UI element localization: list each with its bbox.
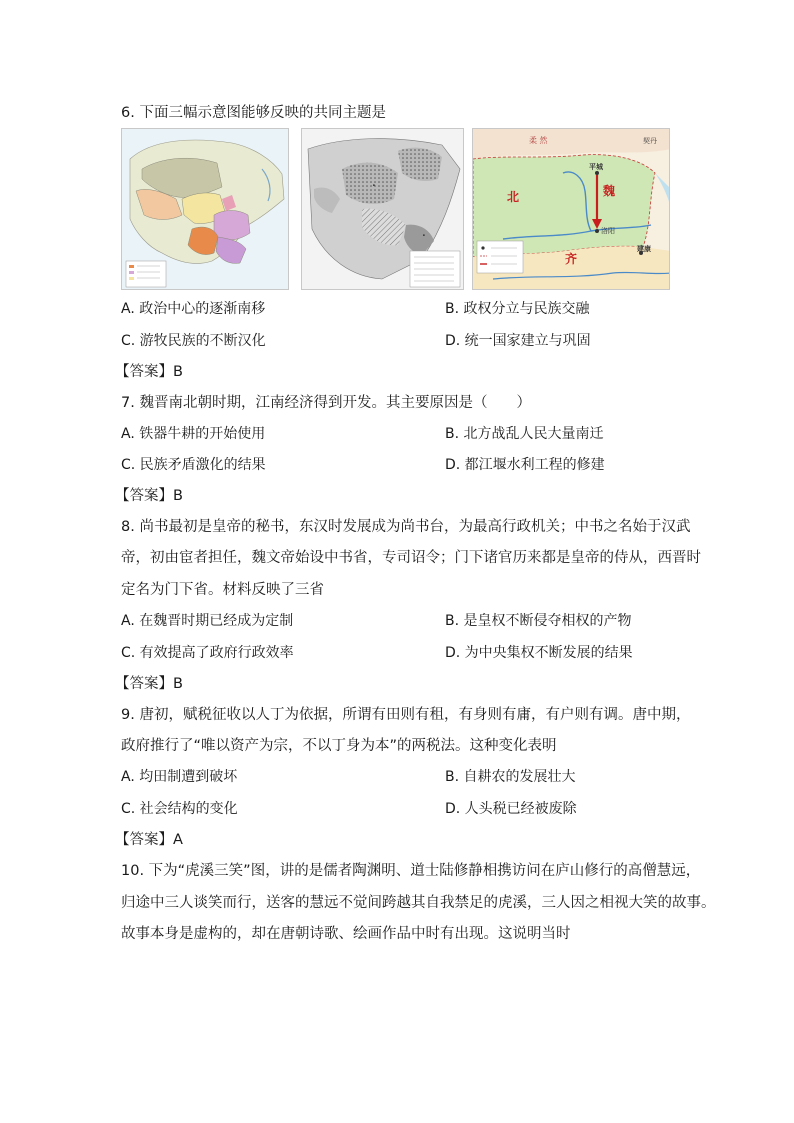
q7-option-c[interactable]: C. 民族矛盾激化的结果: [121, 457, 266, 473]
q9-option-c[interactable]: C. 社会结构的变化: [121, 801, 238, 817]
q9-option-d[interactable]: D. 人头税已经被废除: [445, 801, 577, 817]
q7-option-b[interactable]: B. 北方战乱人民大量南迁: [445, 426, 604, 442]
q8-option-a[interactable]: A. 在魏晋时期已经成为定制: [121, 613, 294, 629]
q8-stem-line-1: 8. 尚书最初是皇帝的秘书，东汉时发展成为尚书台，为最高行政机关；中书之名始于汉武: [121, 519, 691, 535]
q7-option-d[interactable]: D. 都江堰水利工程的修建: [445, 457, 605, 473]
q6-answer: 【答案】B: [115, 364, 183, 380]
svg-text:∙: ∙: [372, 182, 376, 189]
map3-label-rouran: 柔 然: [529, 136, 548, 145]
q7-stem: 7. 魏晋南北朝时期，江南经济得到开发。其主要原因是（ ）: [121, 395, 531, 411]
q9-stem-line-2: 政府推行了“唯以资产为宗，不以丁身为本”的两税法。这种变化表明: [121, 738, 557, 754]
q9-stem-line-1: 9. 唐初，赋税征收以人丁为依据，所谓有田则有租，有身则有庸，有户则有调。唐中期，: [121, 707, 691, 723]
q8-option-c[interactable]: C. 有效提高了政府行政效率: [121, 645, 294, 661]
q6-stem: 6. 下面三幅示意图能够反映的共同主题是: [121, 105, 386, 121]
q9-option-a[interactable]: A. 均田制遭到破坏: [121, 769, 238, 785]
map3-label-luoyang: 洛阳: [601, 227, 615, 235]
q8-answer: 【答案】B: [115, 676, 183, 692]
q10-stem-line-2: 归途中三人谈笑而行，送客的慧远不觉间跨越其自我禁足的虎溪，三人因之相视大笑的故事。: [121, 895, 716, 911]
q6-option-b[interactable]: B. 政权分立与民族交融: [445, 301, 590, 317]
map-northern-wei: [472, 128, 670, 290]
map-grey-regions: [301, 128, 464, 290]
map3-label-jiankang: 建康: [637, 245, 651, 253]
q9-option-b[interactable]: B. 自耕农的发展壮大: [445, 769, 576, 785]
map-territories: [121, 128, 289, 290]
map3-label-wei: 魏: [603, 184, 616, 198]
map3-label-north: 北: [507, 190, 520, 204]
svg-text:∙: ∙: [422, 232, 426, 239]
q8-stem-line-3: 定名为门下省。材料反映了三省: [121, 582, 324, 598]
q6-map-figures: [121, 128, 670, 290]
q7-answer: 【答案】B: [115, 488, 183, 504]
map3-label-pingcheng: 平城: [589, 163, 603, 171]
q6-option-c[interactable]: C. 游牧民族的不断汉化: [121, 333, 266, 349]
q10-stem-line-3: 故事本身是虚构的，却在唐朝诗歌、绘画作品中时有出现。这说明当时: [121, 926, 571, 942]
q9-answer: 【答案】A: [115, 832, 183, 848]
map3-label-qidan: 契丹: [643, 137, 657, 145]
q10-stem-line-1: 10. 下为“虎溪三笑”图，讲的是儒者陶渊明、道士陆修静相携访问在庐山修行的高僧慧远，: [121, 863, 701, 879]
q8-stem-line-2: 帝，初由宦者担任，魏文帝始设中书省，专司诏令；门下诸官历来都是皇帝的侍从，西晋时: [121, 550, 701, 566]
q8-option-d[interactable]: D. 为中央集权不断发展的结果: [445, 645, 633, 661]
q7-option-a[interactable]: A. 铁器牛耕的开始使用: [121, 426, 266, 442]
q6-option-a[interactable]: A. 政治中心的逐渐南移: [121, 301, 266, 317]
q6-option-d[interactable]: D. 统一国家建立与巩固: [445, 333, 591, 349]
map3-label-qi: 齐: [565, 252, 578, 266]
q8-option-b[interactable]: B. 是皇权不断侵夺相权的产物: [445, 613, 632, 629]
